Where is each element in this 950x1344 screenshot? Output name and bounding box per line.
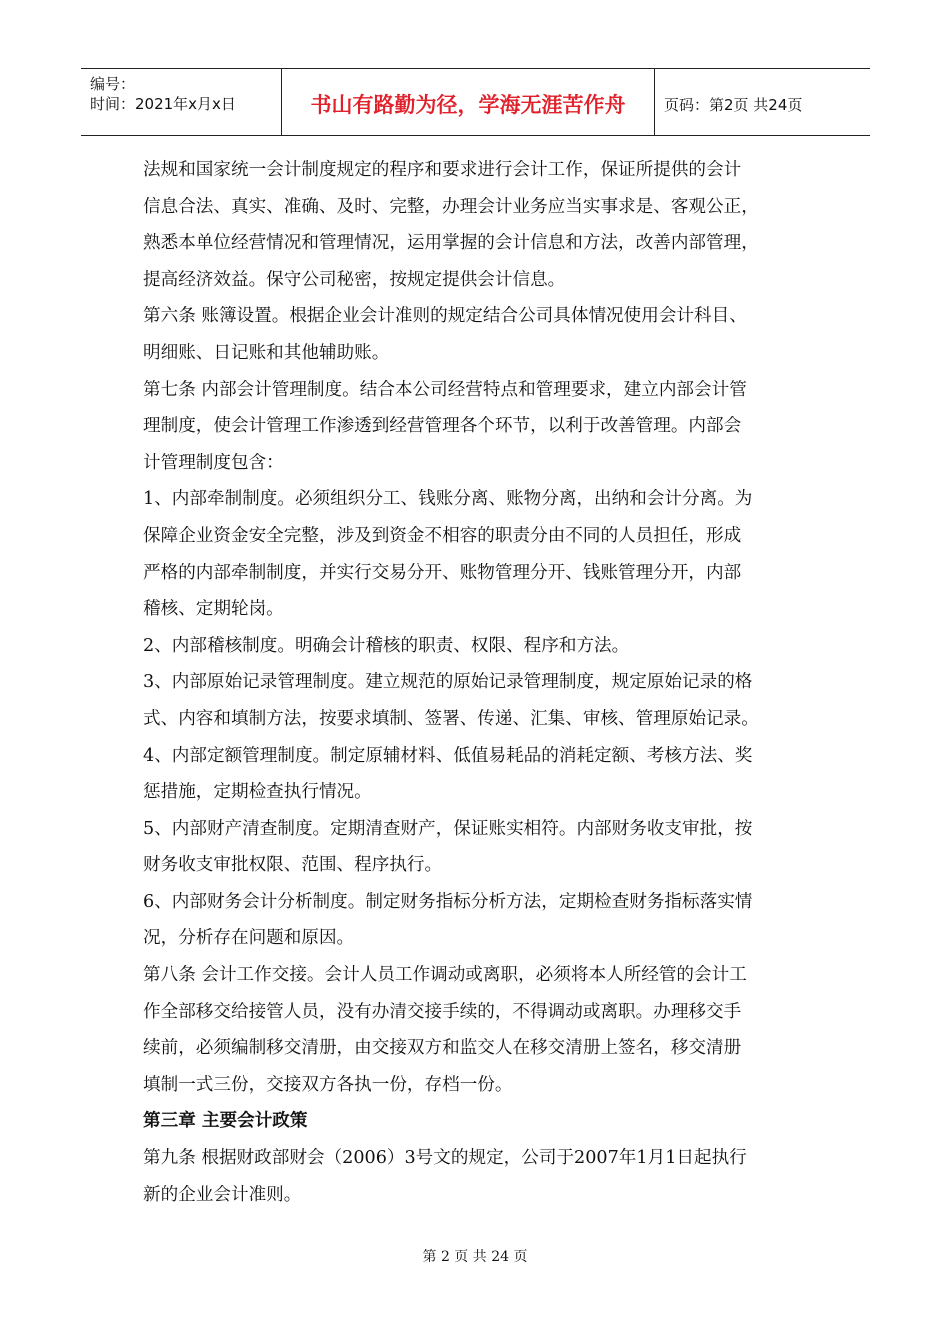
text-line: 计管理制度包含： [143,452,284,473]
text-line: 严格的内部牵制制度，并实行交易分开、账物管理分开、钱账管理分开，内部 [143,562,742,583]
article-8-line: 第八条 会计工作交接。会计人员工作调动或离职，必须将本人所经管的会计工 [143,965,747,986]
text-line: 法规和国家统一会计制度规定的程序和要求进行会计工作，保证所提供的会计 [143,160,742,180]
text-line: 稽核、定期轮岗。 [143,599,284,620]
list-item-1: 1、内部牵制制度。必须组织分工、钱账分离、账物分离，出纳和会计分离。为 [143,489,753,510]
motto-text: 书山有路勤为径，学海无涯苦作舟 [310,93,626,117]
page-footer: 第 2 页 共 24 页 [422,1249,528,1265]
text-line: 熟悉本单位经营情况和管理情况，运用掌握的会计信息和方法，改善内部管理， [143,233,759,254]
text-line: 财务收支审批权限、范围、程序执行。 [143,855,443,876]
page-header [81,68,870,136]
text-line: 明细账、日记账和其他辅助账。 [143,342,390,363]
list-item-3: 3、内部原始记录管理制度。建立规范的原始记录管理制度，规定原始记录的格 [143,672,753,693]
list-item-6: 6、内部财务会计分析制度。制定财务指标分析方法，定期检查财务指标落实情 [143,891,753,912]
text-line: 理制度，使会计管理工作渗透到经营管理各个环节，以利于改善管理。内部会 [143,416,742,437]
text-line: 式、内容和填制方法，按要求填制、签署、传递、汇集、审核、管理原始记录。 [143,708,759,729]
text-line: 保障企业资金安全完整，涉及到资金不相容的职责分由不同的人员担任，形成 [143,525,742,546]
chapter-3-heading: 第三章 主要会计政策 [143,1110,308,1132]
article-7-line: 第七条 内部会计管理制度。结合本公司经营特点和管理要求，建立内部会计管 [143,379,747,400]
list-item-4: 4、内部定额管理制度。制定原辅材料、低值易耗品的消耗定额、考核方法、奖 [143,745,753,766]
text-line: 新的企业会计准则。 [143,1184,302,1205]
text-line: 作全部移交给接管人员，没有办清交接手续的，不得调动或离职。办理移交手 [143,1001,742,1022]
date-label: 时间：2021年x月x日 [90,95,236,113]
text-line: 提高经济效益。保守公司秘密，按规定提供会计信息。 [143,269,566,290]
text-line: 惩措施，定期检查执行情况。 [143,782,372,803]
text-line: 续前，必须编制移交清册，由交接双方和监交人在移交清册上签名，移交清册 [143,1038,742,1059]
page-info: 页码：第2页 共24页 [664,95,803,114]
list-item-5: 5、内部财产清查制度。定期清查财产，保证账实相符。内部财务收支审批，按 [143,818,753,839]
text-line: 况，分析存在问题和原因。 [143,928,355,949]
header-motto-cell [282,69,655,135]
header-meta-cell [81,69,282,135]
text-line: 填制一式三份，交接双方各执一份，存档一份。 [143,1074,513,1095]
article-9-line: 第九条 根据财政部财会（2006）3号文的规定，公司于2007年1月1日起执行 [143,1148,747,1169]
serial-number-label: 编号： [90,75,136,93]
document-body [143,152,808,1213]
article-6-line: 第六条 账簿设置。根据企业会计准则的规定结合公司具体情况使用会计科目、 [143,306,747,327]
text-line: 信息合法、真实、准确、及时、完整，办理会计业务应当实事求是、客观公正， [143,196,759,217]
list-item-2: 2、内部稽核制度。明确会计稽核的职责、权限、程序和方法。 [143,635,630,656]
